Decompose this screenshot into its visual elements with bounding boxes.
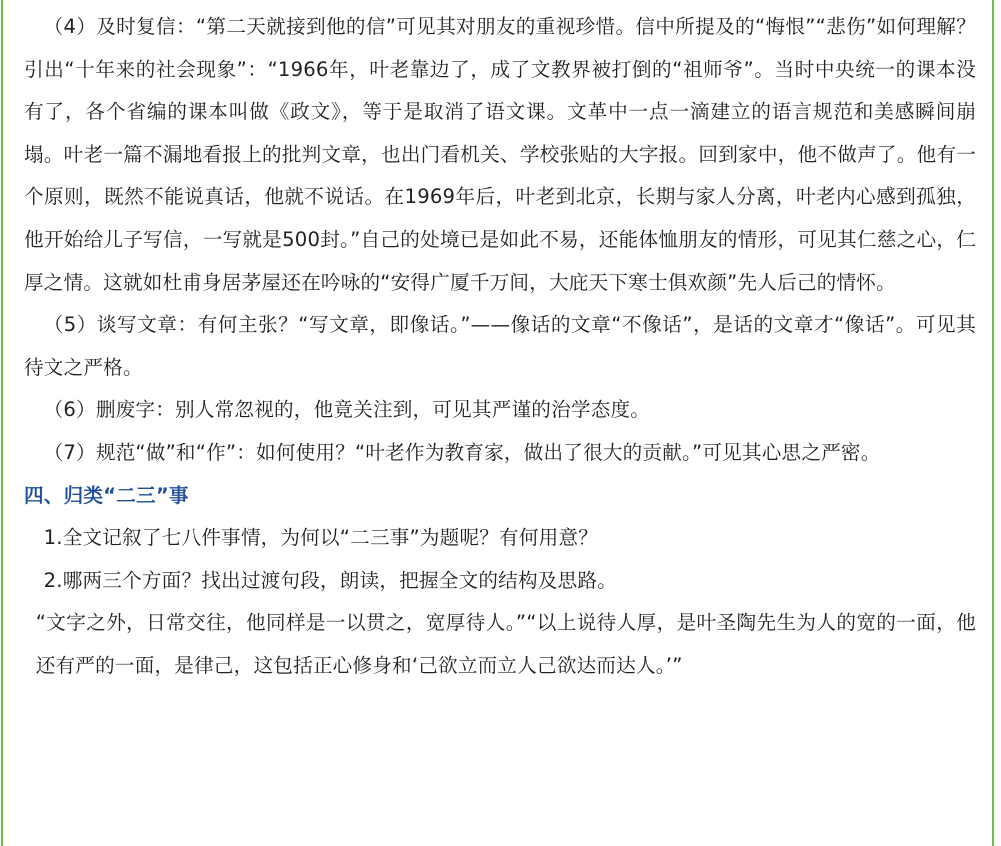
paragraph-on-writing: （5）谈写文章：有何主张？“写文章，即像话。”——像话的文章“不像话”，是话的文章才“像话”。可见其待文之严格。 xyxy=(24,313,976,379)
question-item-2: 2.哪两三个方面？找出过渡句段，朗读，把握全文的结构及思路。 xyxy=(43,568,617,592)
section-heading: 四、归类“二三”事 xyxy=(24,483,189,507)
article-body xyxy=(24,6,976,688)
paragraph-standardize-words: （7）规范“做”和“作”：如何使用？“叶老作为教育家，做出了很大的贡献。”可见其心思之严密。 xyxy=(43,440,881,464)
paragraph-timely-reply: （4）及时复信：“第二天就接到他的信”可见其对朋友的重视珍惜。信中所提及的“悔恨”“悲伤”如何理解？引出“十年来的社会现象”：“1966年，叶老靠边了，成了文教界被打倒的“祖师爷”。当时中央统一的课本没有了，各个省编的课本叫做《政文》，等于是取消了语文课。文革中一点一滴建立的语言规范和美感瞬间崩塌。叶老一篇不漏地看报上的批判文章，也出门看机关、学校张贴的大字报。回到家中，他不做声了。他有一个原则，既然不能说真话，他就不说话。在1969年后，叶老到北京，长期与家人分离，叶老内心感到孤独，他开始给儿子写信，一写就是500封。”自己的处境已是如此不易，还能体恤朋友的情形，可见其仁慈之心，仁厚之情。这就如杜甫身居茅屋还在吟咏的“安得广厦千万间，大庇天下寒士俱欢颜”先人后己的情怀。 xyxy=(24,15,976,294)
question-item-1: 1.全文记叙了七八件事情，为何以“二三事”为题呢？有何用意？ xyxy=(43,526,599,550)
quote-paragraph: “文字之外，日常交往，他同样是一以贯之，宽厚待人。”“以上说待人厚，是叶圣陶先生为人的宽的一面，他还有严的一面，是律己，这包括正心修身和‘己欲立而立人己欲达而达人。’” xyxy=(35,611,976,677)
paragraph-deleting-words: （6）删废字：别人常忽视的，他竟关注到，可见其严谨的治学态度。 xyxy=(43,398,651,422)
